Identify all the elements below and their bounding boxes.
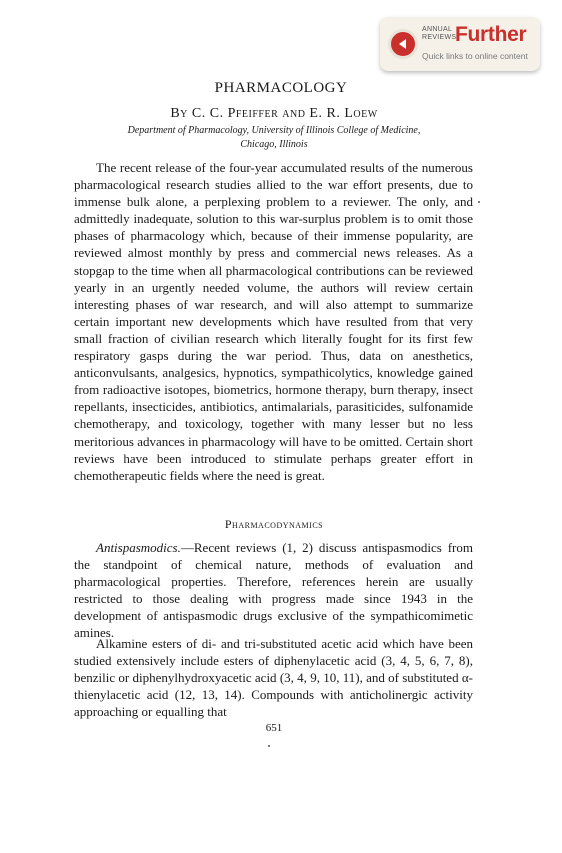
alkamine-paragraph-block: [74, 635, 473, 720]
quick-links-label: Quick links to online content: [422, 51, 528, 61]
page-number: 651: [265, 722, 283, 734]
annual-reviews-further-badge[interactable]: [380, 17, 540, 71]
scan-speck: [478, 201, 480, 203]
intro-paragraph-block: [74, 159, 473, 484]
author-affiliation: [0, 124, 548, 152]
play-back-icon: [388, 29, 418, 59]
annual-reviews-label: ANNUAL REVIEWS: [422, 26, 457, 41]
antispasmodics-text: —Recent reviews (1, 2) discuss antispasmodics from the standpoint of chemical nature, methods of evaluation and pharmacological properties. Therefore, references herein are usually restricted to those dealing with progress made since 1943 in the development of antispasmodic drugs exclusive of the sympathicomimetic amines.: [74, 540, 473, 641]
section-heading: Pharmacodynamics: [224, 517, 324, 531]
alkamine-paragraph: Alkamine esters of di- and tri-substituted acetic acid which have been studied extensively include esters of diphenylacetic acid (3, 4, 5, 6, 7, 8), benzilic or diphenylhydroxyacetic acid (3, 4, 9, 10, 11), and of substituted α-thienylacetic acid (12, 13, 14). Compounds with anticholinergic activity approaching or equalling that: [74, 636, 473, 720]
antispasmodics-paragraph: [74, 539, 473, 642]
further-label: Further: [455, 23, 527, 46]
article-title: PHARMACOLOGY: [214, 80, 348, 96]
intro-paragraph: The recent release of the four-year accumulated results of the numerous pharmacological research studies allied to the war effort presents, due to immense bulk alone, a perplexing problem to a reviewer. The only, and admittedly inadequate, solution to this war-surplus problem is to omit those phases of pharmacology which, because of their immense popularity, are reviewed almost monthly by press and commercial news releases. As a stopgap to the time when all pharmacological contributions can be reviewed yearly in an urgently needed volume, the authors will review certain interesting phases of war research, and will also attempt to summarize certain important new developments which have resulted from that very small fraction of civilian research which literally fought for its first few respiratory gasps during the war period. Thus, data on anesthetics, anticonvulsants, analgesics, hypnotics, sympathicolytics, knowledge gained from radioactive isotopes, biometrics, hormone therapy, burn therapy, insect repellants, insecticides, antibiotics, antimalarials, parasiticides, sulfonamide chemotherapy, and toxicology, together with many lesser but no less meritorious advances in pharmacology will have to be omitted. Certain short reviews have been introduced to stimulate perhaps greater effort in chemotherapeutic fields where the need is great.: [74, 160, 473, 483]
affiliation-line-2: Chicago, Illinois: [240, 139, 308, 150]
affiliation-line-1: Department of Pharmacology, University of Illinois College of Medicine,: [127, 125, 421, 136]
article-authors: By C. C. Pfeiffer and E. R. Loew: [170, 106, 378, 121]
antispasmodics-paragraph-block: [74, 539, 473, 642]
scan-speck: [268, 745, 270, 747]
antispasmodics-term: Antispasmodics.: [96, 540, 181, 555]
